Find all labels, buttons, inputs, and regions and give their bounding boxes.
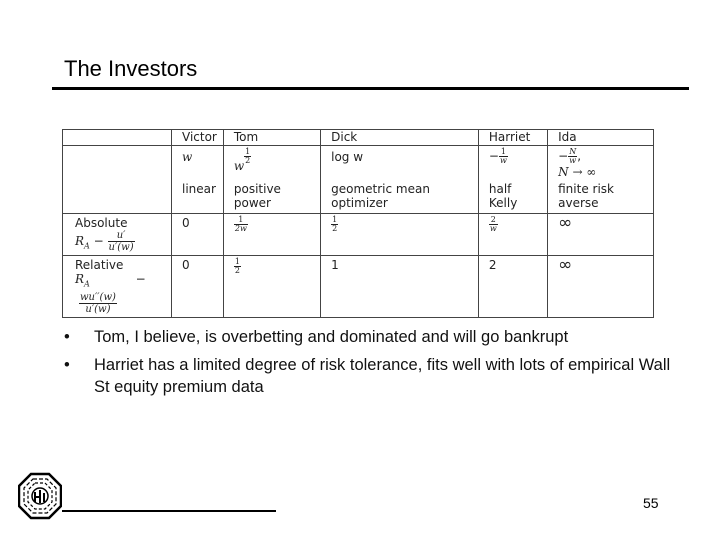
- relative-ida: ∞: [558, 255, 573, 276]
- desc-victor: linear: [172, 180, 224, 214]
- absolute-label-cell: Absolute $R_A$ − $\frac{u'}{u'(w)}$: [63, 214, 172, 256]
- relative-victor: 0: [172, 256, 224, 317]
- title-rule: [52, 87, 689, 90]
- corner-cell: [63, 130, 172, 146]
- header-harriet: Harriet: [478, 130, 547, 146]
- bullet-dot: •: [64, 356, 70, 374]
- header-tom: Tom: [223, 130, 320, 146]
- bullet-text: Harriet has a limited degree of risk tolerance, fits well with lots of empirical Wall St equity premium data: [94, 356, 671, 396]
- bagua-logo-icon: [18, 472, 62, 520]
- relative-dick: 1: [321, 256, 479, 317]
- bullet-item: [64, 354, 684, 398]
- absolute-dick: $\frac{1}{2}$: [332, 215, 338, 233]
- header-dick: Dick: [321, 130, 479, 146]
- desc-ida: finite risk averse: [548, 180, 654, 214]
- relative-row: [63, 256, 654, 317]
- utility-ida-limit: N → ∞: [558, 165, 597, 179]
- absolute-formula-fraction: $\frac{u'}{u'(w)}$: [108, 230, 134, 253]
- slide-title: The Investors: [64, 56, 198, 81]
- investors-table: [62, 129, 654, 318]
- relative-formula-fraction: $\frac{wu''(w)}{u'(w)}$: [80, 291, 116, 315]
- absolute-harriet: $\frac{2}{w}$: [489, 215, 497, 233]
- utility-victor: w: [182, 150, 193, 164]
- desc-dick: geometric mean optimizer: [321, 180, 479, 214]
- relative-label-cell: Relative $R_A$ − $\frac{wu''(w)}{u'(w)}$: [63, 256, 172, 317]
- utility-tom-base: w: [233, 159, 245, 173]
- description-row: [63, 180, 654, 214]
- relative-tom: $\frac{1}{2}$: [234, 257, 240, 276]
- utility-row: w w $\frac{1}{2}$ log w − $\frac{1}{w}$ − $\frac{N}{w}$ , N → ∞: [63, 146, 654, 181]
- utility-dick: log w: [331, 150, 364, 164]
- footer-rule: [62, 510, 276, 512]
- page-number: 55: [643, 495, 659, 511]
- desc-harriet: half Kelly: [478, 180, 547, 214]
- header-ida: Ida: [548, 130, 654, 146]
- bullet-item: [64, 326, 684, 348]
- bullet-dot: •: [64, 328, 70, 346]
- absolute-tom: $\frac{1}{2w}$: [234, 215, 247, 233]
- bullet-text: Tom, I believe, is overbetting and dominated and will go bankrupt: [94, 328, 569, 346]
- header-row: [63, 130, 654, 146]
- utility-tom-exponent: $\frac{1}{2}$: [245, 147, 251, 165]
- utility-ida-fraction: $\frac{N}{w}$: [569, 147, 577, 165]
- desc-tom: positive power: [223, 180, 320, 214]
- bullet-list: [64, 326, 684, 404]
- relative-harriet: 2: [478, 256, 547, 317]
- absolute-row: [63, 214, 654, 256]
- absolute-victor: 0: [172, 214, 224, 256]
- absolute-ida: ∞: [558, 213, 573, 233]
- utility-harriet-minus: −: [488, 149, 499, 163]
- utility-harriet-fraction: $\frac{1}{w}$: [499, 147, 507, 165]
- header-victor: Victor: [172, 130, 224, 146]
